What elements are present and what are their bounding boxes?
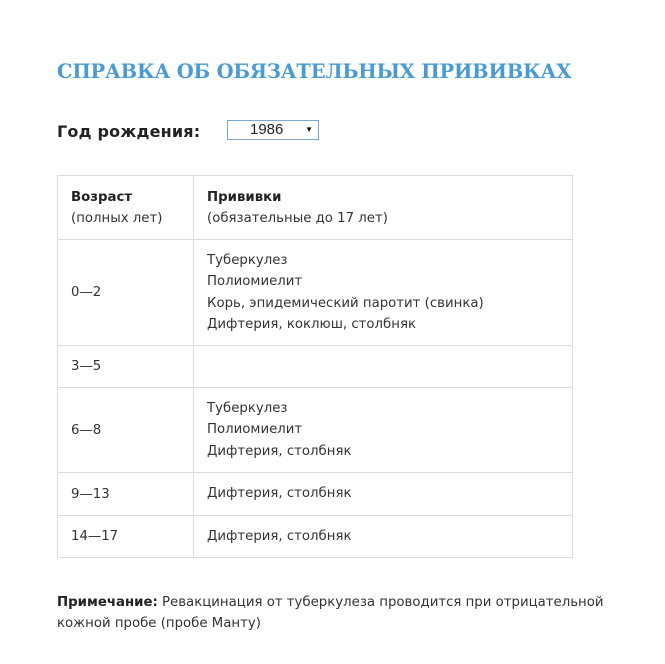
age-cell: 3—5 xyxy=(58,346,194,388)
vaccines-header-title: Прививки xyxy=(207,189,282,205)
table-row xyxy=(58,388,573,473)
vaccines-cell xyxy=(194,240,573,346)
table-header-row xyxy=(58,176,573,240)
vaccines-cell xyxy=(194,388,573,473)
table-row xyxy=(58,473,573,516)
footnote-label: Примечание: xyxy=(57,595,158,610)
age-header-subtitle: (полных лет) xyxy=(71,210,163,226)
vaccine-item: Полиомиелит xyxy=(207,274,303,290)
vaccination-table xyxy=(57,175,573,558)
vaccine-item: Туберкулез xyxy=(207,252,288,268)
vaccine-item: Дифтерия, столбняк xyxy=(207,486,352,502)
birth-year-row xyxy=(57,119,313,143)
age-header-cell xyxy=(58,176,194,240)
vaccines-header-subtitle: (обязательные до 17 лет) xyxy=(207,210,388,226)
age-cell: 6—8 xyxy=(58,388,194,473)
table-row xyxy=(58,240,573,346)
age-cell: 14—17 xyxy=(58,516,194,558)
table-row xyxy=(58,516,573,558)
vaccines-cell xyxy=(194,473,573,516)
vaccine-item: Корь, эпидемический паротит (свинка) xyxy=(207,295,484,311)
footnote xyxy=(57,592,627,634)
birth-year-select[interactable] xyxy=(227,120,319,140)
age-header-title: Возраст xyxy=(71,189,133,205)
birth-year-label: Год рождения: xyxy=(57,121,201,141)
vaccines-header-cell xyxy=(194,176,573,240)
vaccines-cell xyxy=(194,516,573,558)
vaccines-cell xyxy=(194,346,573,388)
table-row xyxy=(58,346,573,388)
dropdown-arrow-icon: ▼ xyxy=(305,125,313,134)
birth-year-value: 1986 xyxy=(250,121,284,138)
age-cell: 9—13 xyxy=(58,473,194,516)
vaccine-item: Полиомиелит xyxy=(207,422,303,438)
age-cell: 0—2 xyxy=(58,240,194,346)
vaccine-item: Дифтерия, коклюш, столбняк xyxy=(207,316,416,332)
vaccine-item: Дифтерия, столбняк xyxy=(207,443,352,459)
footnote-text: Ревакцинация от туберкулеза проводится при отрицательной кожной пробе (пробе Манту) xyxy=(57,595,604,631)
page-title: СПРАВКА ОБ ОБЯЗАТЕЛЬНЫХ ПРИВИВКАХ xyxy=(57,60,572,83)
vaccine-item: Дифтерия, столбняк xyxy=(207,528,352,544)
vaccine-item: Туберкулез xyxy=(207,401,288,417)
